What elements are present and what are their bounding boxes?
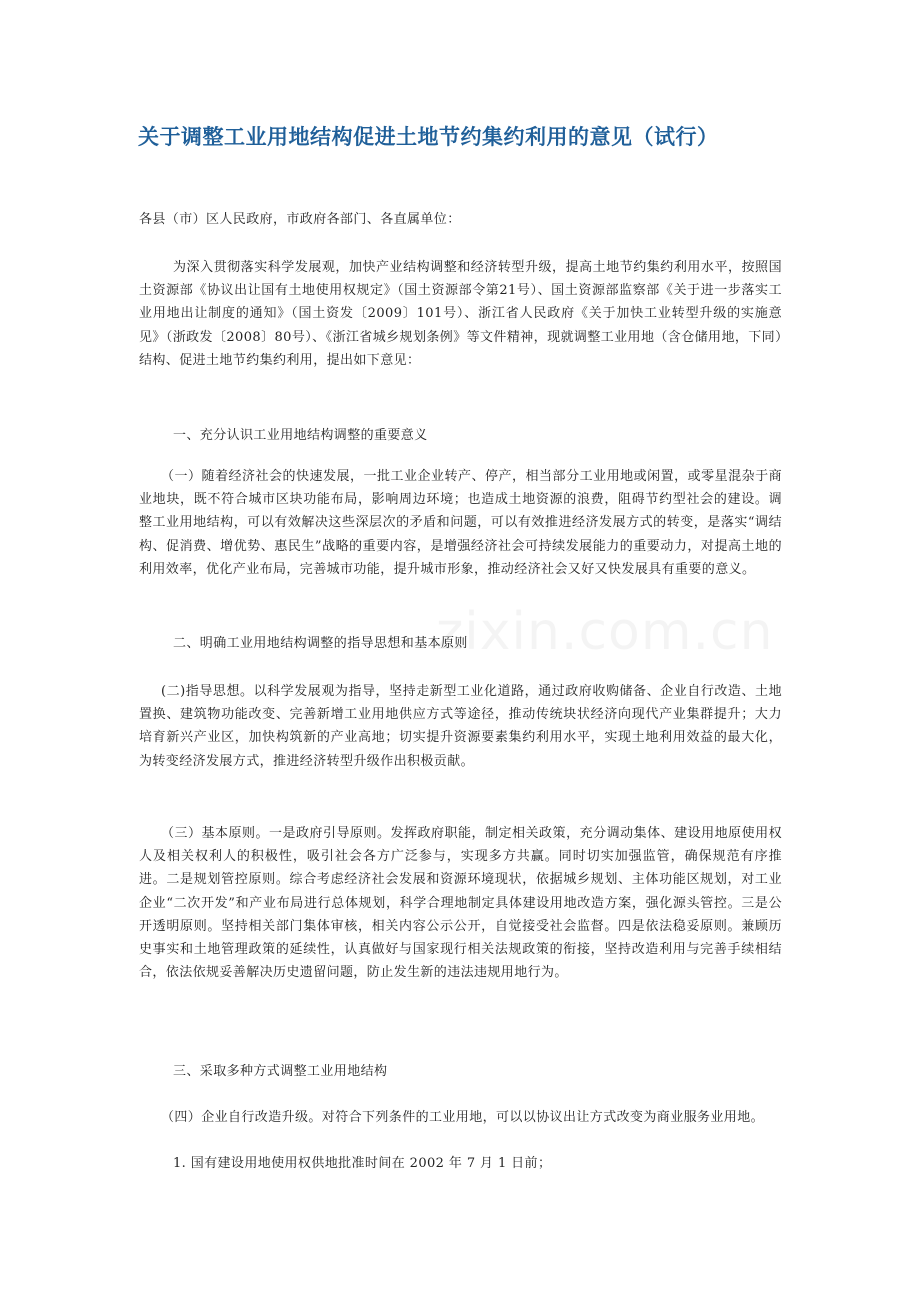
paragraph-3: （三）基本原则。一是政府引导原则。发挥政府职能，制定相关政策，充分调动集体、建设用地原使用权人及相关权利人的积极性，吸引社会各方广泛参与，实现多方共赢。同时切实加强监管，确保规范有序推进。二是规划管控原则。综合考虑经济社会发展和资源环境现状，依据城乡规划、主体功能区规划，对工业企业“二次开发”和产业布局进行总体规划，科学合理地制定具体建设用地改造方案，强化源头管控。三是公开透明原则。坚持相关部门集体审核，相关内容公示公开，自觉接受社会监督。四是依法稳妥原则。兼顾历史事实和土地管理政策的延续性，认真做好与国家现行相关法规政策的衔接，坚持改造利用与完善手续相结合，依法依规妥善解决历史遗留问题，防止发生新的违法违规用地行为。 [139, 826, 782, 981]
section-heading-2: 二、明确工业用地结构调整的指导思想和基本原则 [173, 636, 468, 651]
list-item-1: 1. 国有建设用地使用权供地批准时间在 2002 年 7 月 1 日前； [173, 1156, 552, 1171]
section-heading-3: 三、采取多种方式调整工业用地结构 [173, 1064, 388, 1079]
document-title: 关于调整工业用地结构促进土地节约集约利用的意见（试行） [138, 125, 719, 149]
salutation: 各县（市）区人民政府，市政府各部门、各直属单位： [139, 212, 461, 227]
section-heading-1: 一、充分认识工业用地结构调整的重要意义 [173, 428, 428, 443]
paragraph-1: （一）随着经济社会的快速发展，一批工业企业转产、停产，相当部分工业用地或闲置，或零星混杂于商业地块，既不符合城市区块功能布局，影响周边环境；也造成土地资源的浪费，阻碍节约型社会的建设。调整工业用地结构，可以有效解决这些深层次的矛盾和问题，可以有效推进经济发展方式的转变，是落实“调结构、促消费、增优势、惠民生”战略的重要内容，是增强经济社会可持续发展能力的重要动力，对提高土地的利用效率，优化产业布局，完善城市功能，提升城市形象，推动经济社会又好又快发展具有重要的意义。 [139, 469, 782, 577]
paragraph-2: (二)指导思想。以科学发展观为指导，坚持走新型工业化道路，通过政府收购储备、企业自行改造、土地置换、建筑物功能改变、完善新增工业用地供应方式等途径，推动传统块状经济向现代产业集群提升；大力培育新兴产业区，加快构筑新的产业高地；切实提升资源要素集约利用水平，实现土地利用效益的最大化，为转变经济发展方式，推进经济转型升级作出积极贡献。 [139, 684, 782, 769]
watermark [436, 602, 774, 662]
intro-paragraph: 为深入贯彻落实科学发展观，加快产业结构调整和经济转型升级，提高土地节约集约利用水平，按照国土资源部《协议出让国有土地使用权规定》（国土资源部令第21号）、国土资源部监察部《关于进一步落实工业用地出让制度的通知》（国土资发〔2009〕101号）、浙江省人民政府《关于加快工业转型升级的实施意见》（浙政发〔2008〕80号）、《浙江省城乡规划条例》等文件精神，现就调整工业用地（含仓储用地，下同）结构、促进土地节约集约利用，提出如下意见： [139, 260, 782, 368]
paragraph-4: （四）企业自行改造升级。对符合下列条件的工业用地，可以以协议出让方式改变为商业服务业用地。 [161, 1110, 765, 1125]
